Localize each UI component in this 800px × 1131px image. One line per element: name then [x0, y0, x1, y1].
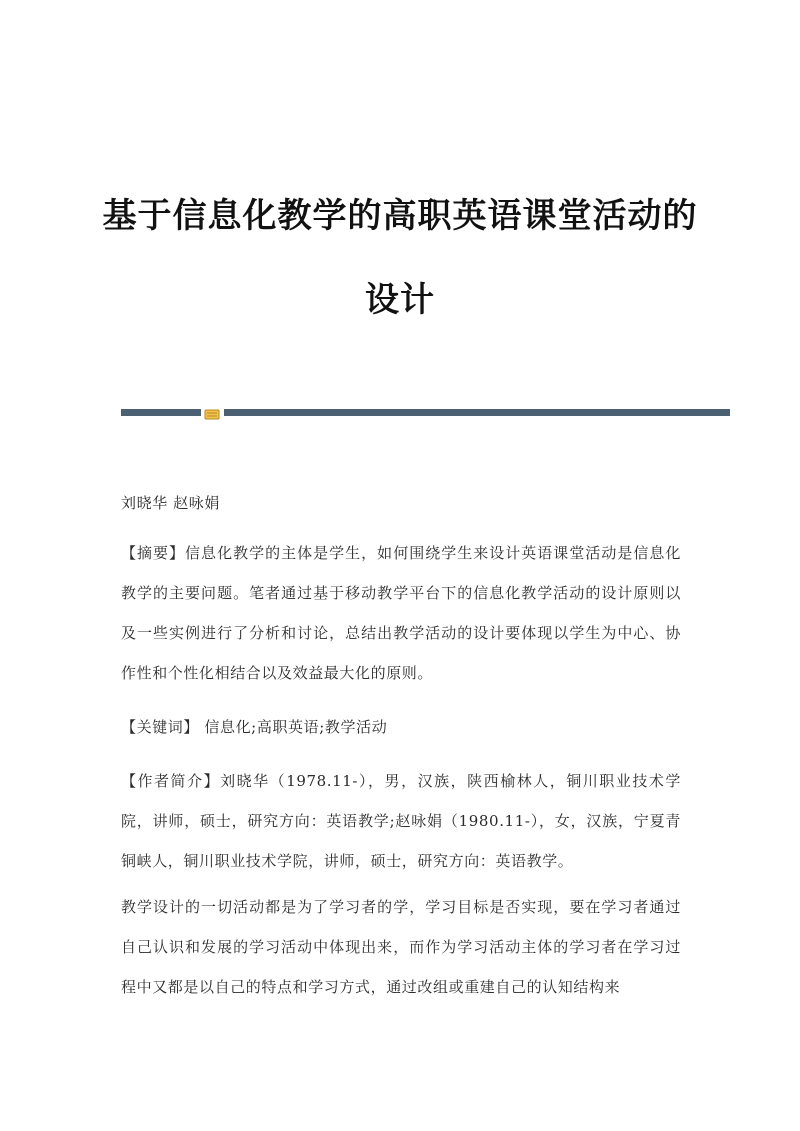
keywords	[121, 707, 681, 747]
body-paragraph: 教学设计的一切活动都是为了学习者的学，学习目标是否实现，要在学习者通过自己认识和发展的学习活动中体现出来，而作为学习活动主体的学习者在学习过程中又都是以自己的特点和学习方式，通过改组或重建自己的认知结构来	[121, 898, 681, 996]
keywords-text: 信息化;高职英语;教学活动	[199, 718, 388, 736]
divider-right	[224, 409, 730, 416]
keywords-label: 【关键词】	[121, 718, 200, 736]
abstract-text: 信息化教学的主体是学生，如何围绕学生来设计英语课堂活动是信息化教学的主要问题。笔者通过基于移动教学平台下的信息化教学活动的设计原则以及一些实例进行了分析和讨论，总结出教学活动的设计要体现以学生为中心、协作性和个性化相结合以及效益最大化的原则。	[121, 544, 681, 682]
bio-text: 刘晓华（1978.11-），男，汉族，陕西榆林人，铜川职业技术学院，讲师，硕士，研究方向：英语教学;赵咏娟（1980.11-），女，汉族，宁夏青铜峡人，铜川职业技术学院，讲师，硕士，研究方向：英语教学。	[121, 772, 681, 870]
abstract-label: 【摘要】	[121, 544, 186, 562]
bio-label: 【作者简介】	[121, 772, 221, 790]
title-line-1: 基于信息化教学的高职英语课堂活动的	[102, 196, 698, 236]
abstract	[121, 533, 681, 693]
authors: 刘晓华 赵咏娟	[121, 494, 220, 512]
title-line-2: 设计	[365, 280, 435, 320]
author-bio	[121, 761, 681, 881]
book-icon	[204, 406, 220, 419]
divider-left	[121, 409, 201, 416]
